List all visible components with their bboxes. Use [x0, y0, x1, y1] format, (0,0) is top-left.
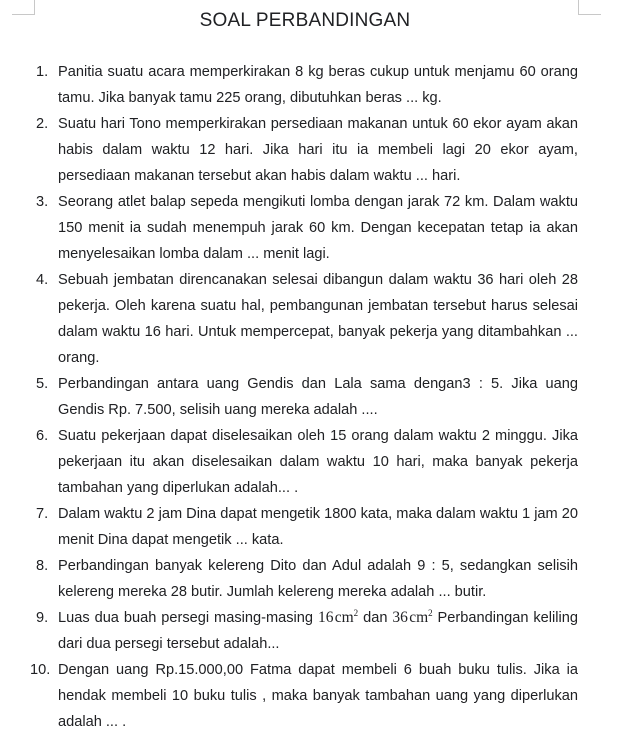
question-number: 9. [36, 610, 49, 626]
question-list [30, 59, 578, 735]
question-6 [30, 423, 578, 501]
question-7 [30, 501, 578, 553]
question-5 [30, 371, 578, 423]
area-2-unit: cm [409, 609, 429, 626]
question-1 [30, 59, 578, 111]
area-2-exponent: 2 [428, 608, 433, 618]
page-title: SOAL PERBANDINGAN [199, 10, 411, 31]
question-number: 8. [36, 558, 49, 574]
question-number: 4. [36, 272, 49, 288]
question-text-before: Luas dua buah persegi masing-masing [58, 610, 318, 626]
question-text: Sebuah jembatan direncanakan selesai dibangun dalam waktu 36 hari oleh 28 pekerja. Oleh karena suatu hal, pembangunan jembatan tersebut harus selesai dalam waktu 16 hari. Untuk mempercepat, banyak pekerja yang ditambahkan ... orang. [58, 272, 578, 366]
question-text: Suatu hari Tono memperkirakan persediaan makanan untuk 60 ekor ayam akan habis dalam waktu 12 hari. Jika hari itu ia membeli lagi 20 ekor ayam, persediaan makanan tersebut akan habis dalam waktu ... hari. [58, 116, 578, 184]
question-number: 6. [36, 428, 49, 444]
area-2-value: 36 [392, 609, 408, 626]
question-number: 3. [36, 194, 49, 210]
question-number: 10. [30, 662, 51, 678]
question-text: Seorang atlet balap sepeda mengikuti lomba dengan jarak 72 km. Dalam waktu 150 menit ia sudah menempuh jarak 60 km. Dengan kecepatan tetap ia akan menyelesaikan lomba dalam ... menit lagi. [58, 194, 578, 262]
question-text: Panitia suatu acara memperkirakan 8 kg beras cukup untuk menjamu 60 orang tamu. Jika banyak tamu 225 orang, dibutuhkan beras ... kg. [58, 64, 578, 106]
question-text-after: Perbandingan keliling dari dua persegi tersebut adalah... [58, 610, 578, 652]
question-text: Perbandingan banyak kelereng Dito dan Adul adalah 9 : 5, sedangkan selisih kelereng mereka 28 butir. Jumlah kelereng mereka adalah ... butir. [58, 558, 578, 600]
question-8 [30, 553, 578, 605]
question-connector: dan [358, 610, 393, 626]
question-number: 1. [36, 64, 49, 80]
area-1-unit: cm [334, 609, 354, 626]
area-1-exponent: 2 [353, 608, 359, 618]
question-2 [30, 111, 578, 189]
question-4 [30, 267, 578, 371]
question-text: Suatu pekerjaan dapat diselesaikan oleh 15 orang dalam waktu 2 minggu. Jika pekerjaan itu akan diselesaikan dalam waktu 10 hari, maka banyak pekerja tambahan yang diperlukan adalah... . [58, 428, 578, 496]
question-10 [30, 657, 578, 735]
area-1-value: 16 [317, 609, 334, 626]
question-text: Dengan uang Rp.15.000,00 Fatma dapat membeli 6 buah buku tulis. Jika ia hendak membeli 10 buku tulis , maka banyak tambahan uang yang diperlukan adalah ... . [58, 662, 578, 730]
question-number: 7. [36, 506, 49, 522]
question-text: Perbandingan antara uang Gendis dan Lala sama dengan3 : 5. Jika uang Gendis Rp. 7.500, selisih uang mereka adalah .... [58, 376, 578, 418]
question-3 [30, 189, 578, 267]
question-number: 5. [36, 376, 49, 392]
question-number: 2. [36, 116, 49, 132]
area-2-expression [392, 609, 432, 626]
area-1-expression [318, 609, 358, 626]
question-text: Dalam waktu 2 jam Dina dapat mengetik 1800 kata, maka dalam waktu 1 jam 20 menit Dina dapat mengetik ... kata. [58, 506, 578, 548]
question-9 [30, 605, 578, 657]
